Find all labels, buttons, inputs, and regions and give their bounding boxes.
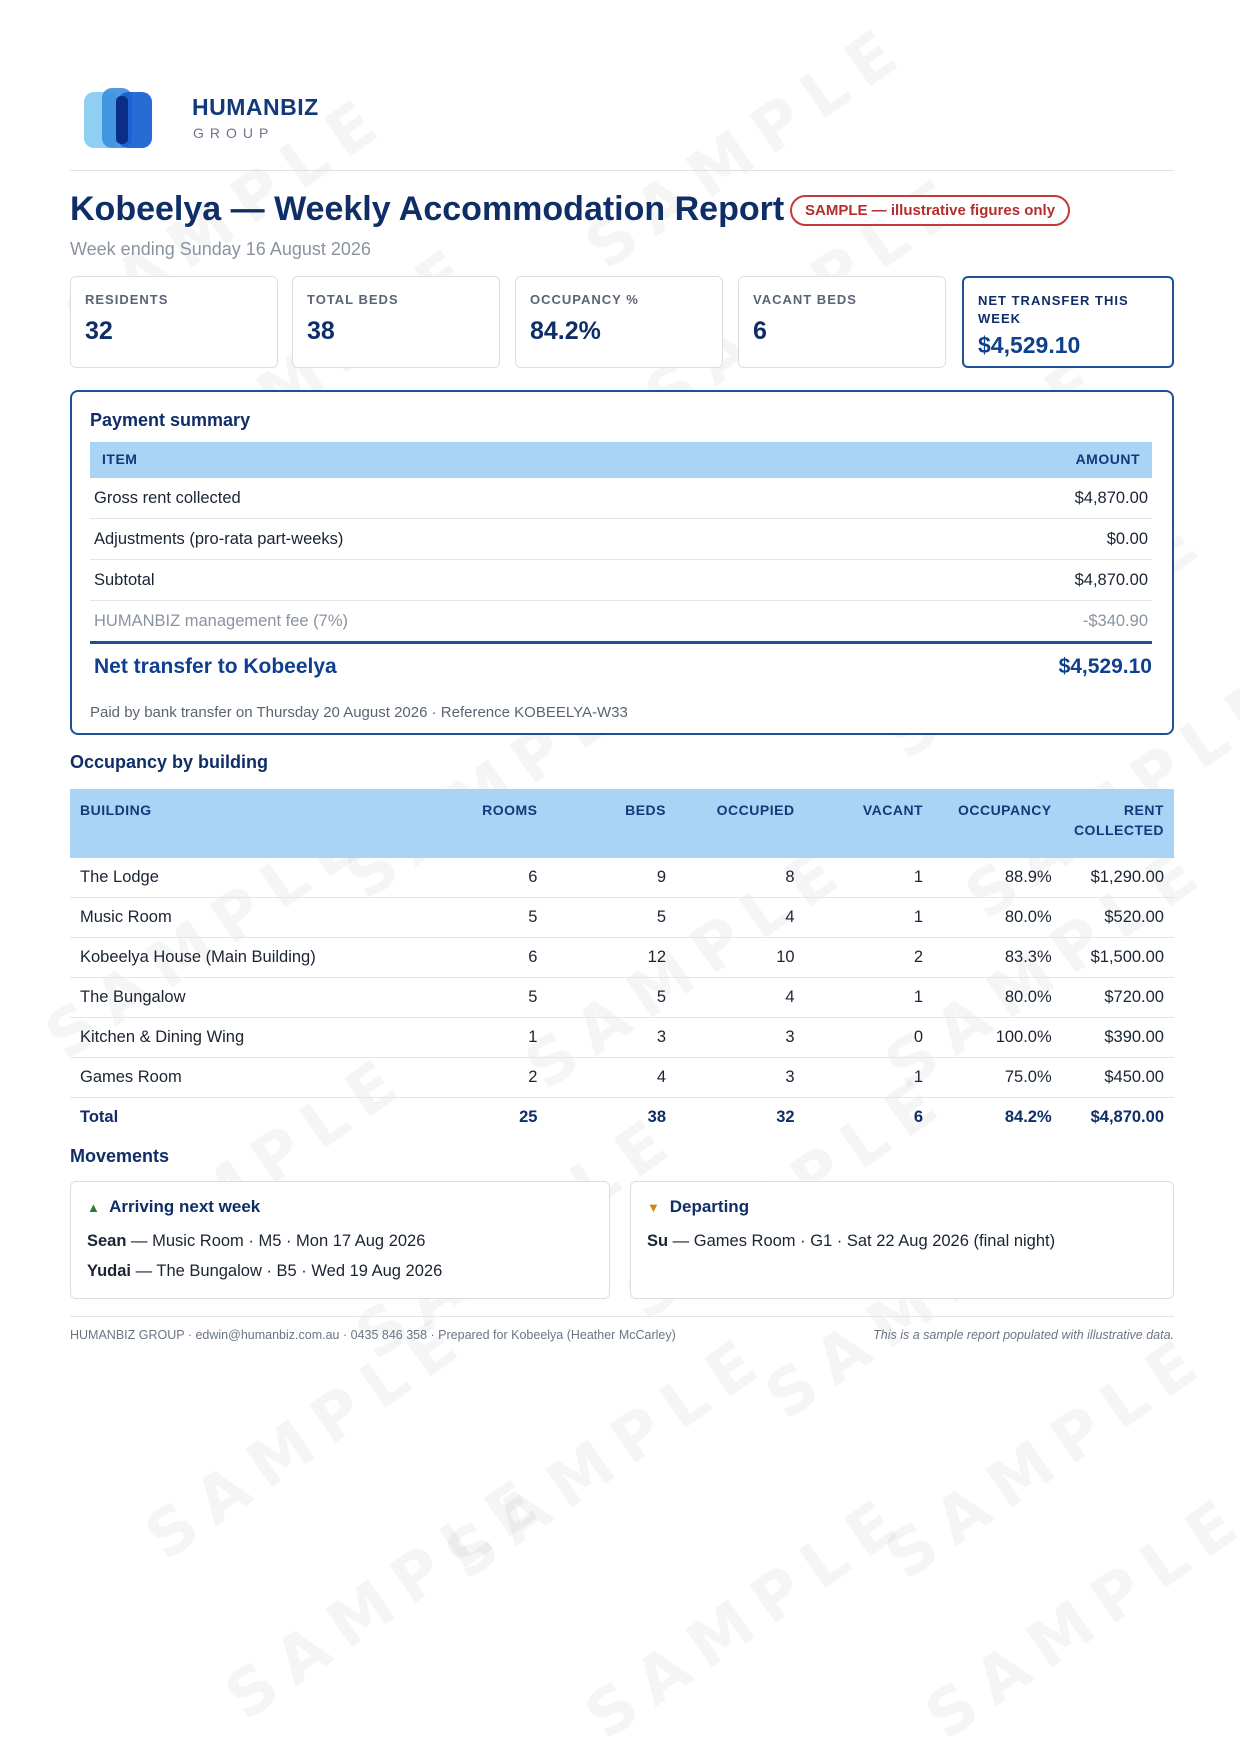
kpi-card-total-beds xyxy=(292,276,500,368)
table-row xyxy=(70,1058,1174,1098)
beds-cell: 4 xyxy=(547,1058,676,1098)
kpi-value: 38 xyxy=(307,317,335,345)
rent-cell: $450.00 xyxy=(1062,1058,1174,1098)
rent-cell: $520.00 xyxy=(1062,898,1174,938)
humanbiz-logo-icon xyxy=(82,88,162,152)
col-amount-header: AMOUNT xyxy=(1075,451,1140,467)
arrival-detail: — The Bungalow · B5 · Wed 19 Aug 2026 xyxy=(131,1262,443,1280)
total-occupancy-cell: 84.2% xyxy=(1004,1108,1052,1126)
occupancy-cell: 83.3% xyxy=(933,938,1062,978)
building-cell: The Bungalow xyxy=(70,978,419,1018)
payment-item: Adjustments (pro-rata part-weeks) xyxy=(94,530,344,548)
payment-summary-card xyxy=(70,390,1174,735)
kpi-value: 84.2% xyxy=(530,317,601,345)
payment-item: Gross rent collected xyxy=(94,489,241,507)
col-rent-header: RENT COLLECTED xyxy=(1062,789,1174,858)
brand-header xyxy=(82,88,382,152)
departing-heading-label: Departing xyxy=(669,1197,750,1216)
rent-cell: $1,500.00 xyxy=(1062,938,1174,978)
occupied-cell: 3 xyxy=(676,1058,805,1098)
kpi-card-vacant-beds xyxy=(738,276,946,368)
resident-name: Yudai xyxy=(87,1262,132,1280)
resident-name: Sean xyxy=(87,1232,127,1250)
vacant-cell: 1 xyxy=(805,1058,934,1098)
building-cell: Games Room xyxy=(70,1058,419,1098)
brand-name: HUMANBIZ xyxy=(192,94,319,120)
payment-row xyxy=(90,519,1152,560)
header-divider xyxy=(70,170,1174,171)
rooms-cell: 5 xyxy=(419,898,548,938)
building-cell: Kitchen & Dining Wing xyxy=(70,1018,419,1058)
vacant-cell: 1 xyxy=(805,898,934,938)
kpi-card-net-transfer xyxy=(962,276,1174,368)
col-item-header: ITEM xyxy=(102,451,138,467)
building-cell: Music Room xyxy=(70,898,419,938)
kpi-strip xyxy=(70,276,1174,371)
occupancy-table xyxy=(70,789,1174,1137)
beds-cell: 5 xyxy=(547,898,676,938)
rooms-cell: 2 xyxy=(419,1058,548,1098)
footer-disclaimer: This is a sample report populated with illustrative data. xyxy=(873,1328,1174,1342)
rent-cell: $1,290.00 xyxy=(1062,858,1174,898)
departing-card xyxy=(630,1181,1174,1299)
sample-badge: SAMPLE — illustrative figures only xyxy=(790,195,1070,226)
kpi-value: $4,529.10 xyxy=(978,332,1081,358)
arriving-card xyxy=(70,1181,610,1299)
payment-amount: $4,870.00 xyxy=(1074,571,1148,589)
col-vacant-header: VACANT xyxy=(805,789,934,858)
arrival-entry xyxy=(87,1232,425,1251)
vacant-cell: 1 xyxy=(805,978,934,1018)
payment-item: HUMANBIZ management fee (7%) xyxy=(94,612,349,630)
net-transfer-amount: $4,529.10 xyxy=(1058,655,1152,678)
occupancy-cell: 100.0% xyxy=(933,1018,1062,1058)
table-total-row xyxy=(70,1098,1174,1138)
movements-section-title: Movements xyxy=(70,1146,170,1166)
col-beds-header: BEDS xyxy=(547,789,676,858)
footer-contact: HUMANBIZ GROUP · edwin@humanbiz.com.au · 0435 846 358 · Prepared for Kobeelya (Heather McCarley) xyxy=(70,1328,676,1342)
kpi-label: OCCUPANCY % xyxy=(530,292,639,307)
page-subtitle: Week ending Sunday 16 August 2026 xyxy=(70,239,371,259)
table-row xyxy=(70,938,1174,978)
brand-sub: GROUP xyxy=(193,125,275,141)
col-rooms-header: ROOMS xyxy=(419,789,548,858)
table-row xyxy=(70,978,1174,1018)
col-occupancy-header: OCCUPANCY xyxy=(933,789,1062,858)
kpi-value: 32 xyxy=(85,317,113,345)
rooms-cell: 6 xyxy=(419,858,548,898)
departure-entry xyxy=(647,1232,1055,1251)
total-beds-cell: 38 xyxy=(647,1108,667,1126)
payment-note: Paid by bank transfer on Thursday 20 August 2026 · Reference KOBEELYA-W33 xyxy=(90,704,628,721)
vacant-cell: 0 xyxy=(805,1018,934,1058)
total-rent-cell: $4,870.00 xyxy=(1090,1108,1164,1126)
kpi-card-residents xyxy=(70,276,278,368)
rent-cell: $720.00 xyxy=(1062,978,1174,1018)
kpi-value: 6 xyxy=(753,317,767,345)
rooms-cell: 5 xyxy=(419,978,548,1018)
occupancy-header-row xyxy=(70,789,1174,858)
payment-row xyxy=(90,560,1152,601)
arrow-down-icon: ▼ xyxy=(647,1200,660,1215)
departing-heading xyxy=(647,1197,749,1217)
occupancy-cell: 80.0% xyxy=(933,898,1062,938)
kpi-label: NET TRANSFER THIS WEEK xyxy=(978,293,1129,326)
building-cell: The Lodge xyxy=(70,858,419,898)
occupancy-cell: 75.0% xyxy=(933,1058,1062,1098)
occupancy-cell: 88.9% xyxy=(933,858,1062,898)
rooms-cell: 1 xyxy=(419,1018,548,1058)
kpi-label: VACANT BEDS xyxy=(753,292,857,307)
total-vacant-cell: 6 xyxy=(913,1108,924,1126)
occupancy-section-title: Occupancy by building xyxy=(70,752,269,772)
kpi-label: RESIDENTS xyxy=(85,292,169,307)
arriving-heading xyxy=(87,1197,260,1217)
payment-amount: $4,870.00 xyxy=(1074,489,1148,507)
col-occupied-header: OCCUPIED xyxy=(676,789,805,858)
beds-cell: 5 xyxy=(547,978,676,1018)
table-row xyxy=(70,858,1174,898)
beds-cell: 3 xyxy=(547,1018,676,1058)
rent-cell: $390.00 xyxy=(1062,1018,1174,1058)
arrival-entry xyxy=(87,1262,442,1281)
arrival-detail: — Music Room · M5 · Mon 17 Aug 2026 xyxy=(126,1232,426,1250)
arriving-heading-label: Arriving next week xyxy=(109,1197,261,1216)
table-row xyxy=(70,1018,1174,1058)
occupied-cell: 8 xyxy=(676,858,805,898)
vacant-cell: 1 xyxy=(805,858,934,898)
payment-row xyxy=(90,478,1152,519)
arrow-up-icon: ▲ xyxy=(87,1200,100,1215)
payment-summary-table xyxy=(90,442,1152,644)
kpi-label: TOTAL BEDS xyxy=(307,292,399,307)
occupied-cell: 3 xyxy=(676,1018,805,1058)
total-occupied-cell: 32 xyxy=(776,1108,795,1126)
resident-name: Su xyxy=(647,1232,669,1250)
page-title: Kobeelya — Weekly Accommodation Report xyxy=(70,190,785,228)
rooms-cell: 6 xyxy=(419,938,548,978)
payment-summary-title: Payment summary xyxy=(90,410,251,430)
beds-cell: 9 xyxy=(547,858,676,898)
payment-item: Subtotal xyxy=(94,571,155,589)
departure-detail: — Games Room · G1 · Sat 22 Aug 2026 (final night) xyxy=(668,1232,1056,1250)
payment-amount: -$340.90 xyxy=(1082,612,1148,630)
col-building-header: BUILDING xyxy=(70,789,419,858)
beds-cell: 12 xyxy=(547,938,676,978)
kpi-card-occupancy xyxy=(515,276,723,368)
building-cell: Kobeelya House (Main Building) xyxy=(70,938,419,978)
payment-table-header xyxy=(90,442,1152,478)
occupied-cell: 4 xyxy=(676,898,805,938)
payment-row-fee xyxy=(90,601,1152,644)
total-label-cell: Total xyxy=(80,1108,119,1126)
net-transfer-label: Net transfer to Kobeelya xyxy=(94,655,337,678)
occupancy-cell: 80.0% xyxy=(933,978,1062,1018)
payment-amount: $0.00 xyxy=(1106,530,1148,548)
footer-divider xyxy=(70,1316,1174,1317)
occupied-cell: 4 xyxy=(676,978,805,1018)
table-row xyxy=(70,898,1174,938)
occupied-cell: 10 xyxy=(676,938,805,978)
vacant-cell: 2 xyxy=(805,938,934,978)
total-rooms-cell: 25 xyxy=(519,1108,538,1126)
